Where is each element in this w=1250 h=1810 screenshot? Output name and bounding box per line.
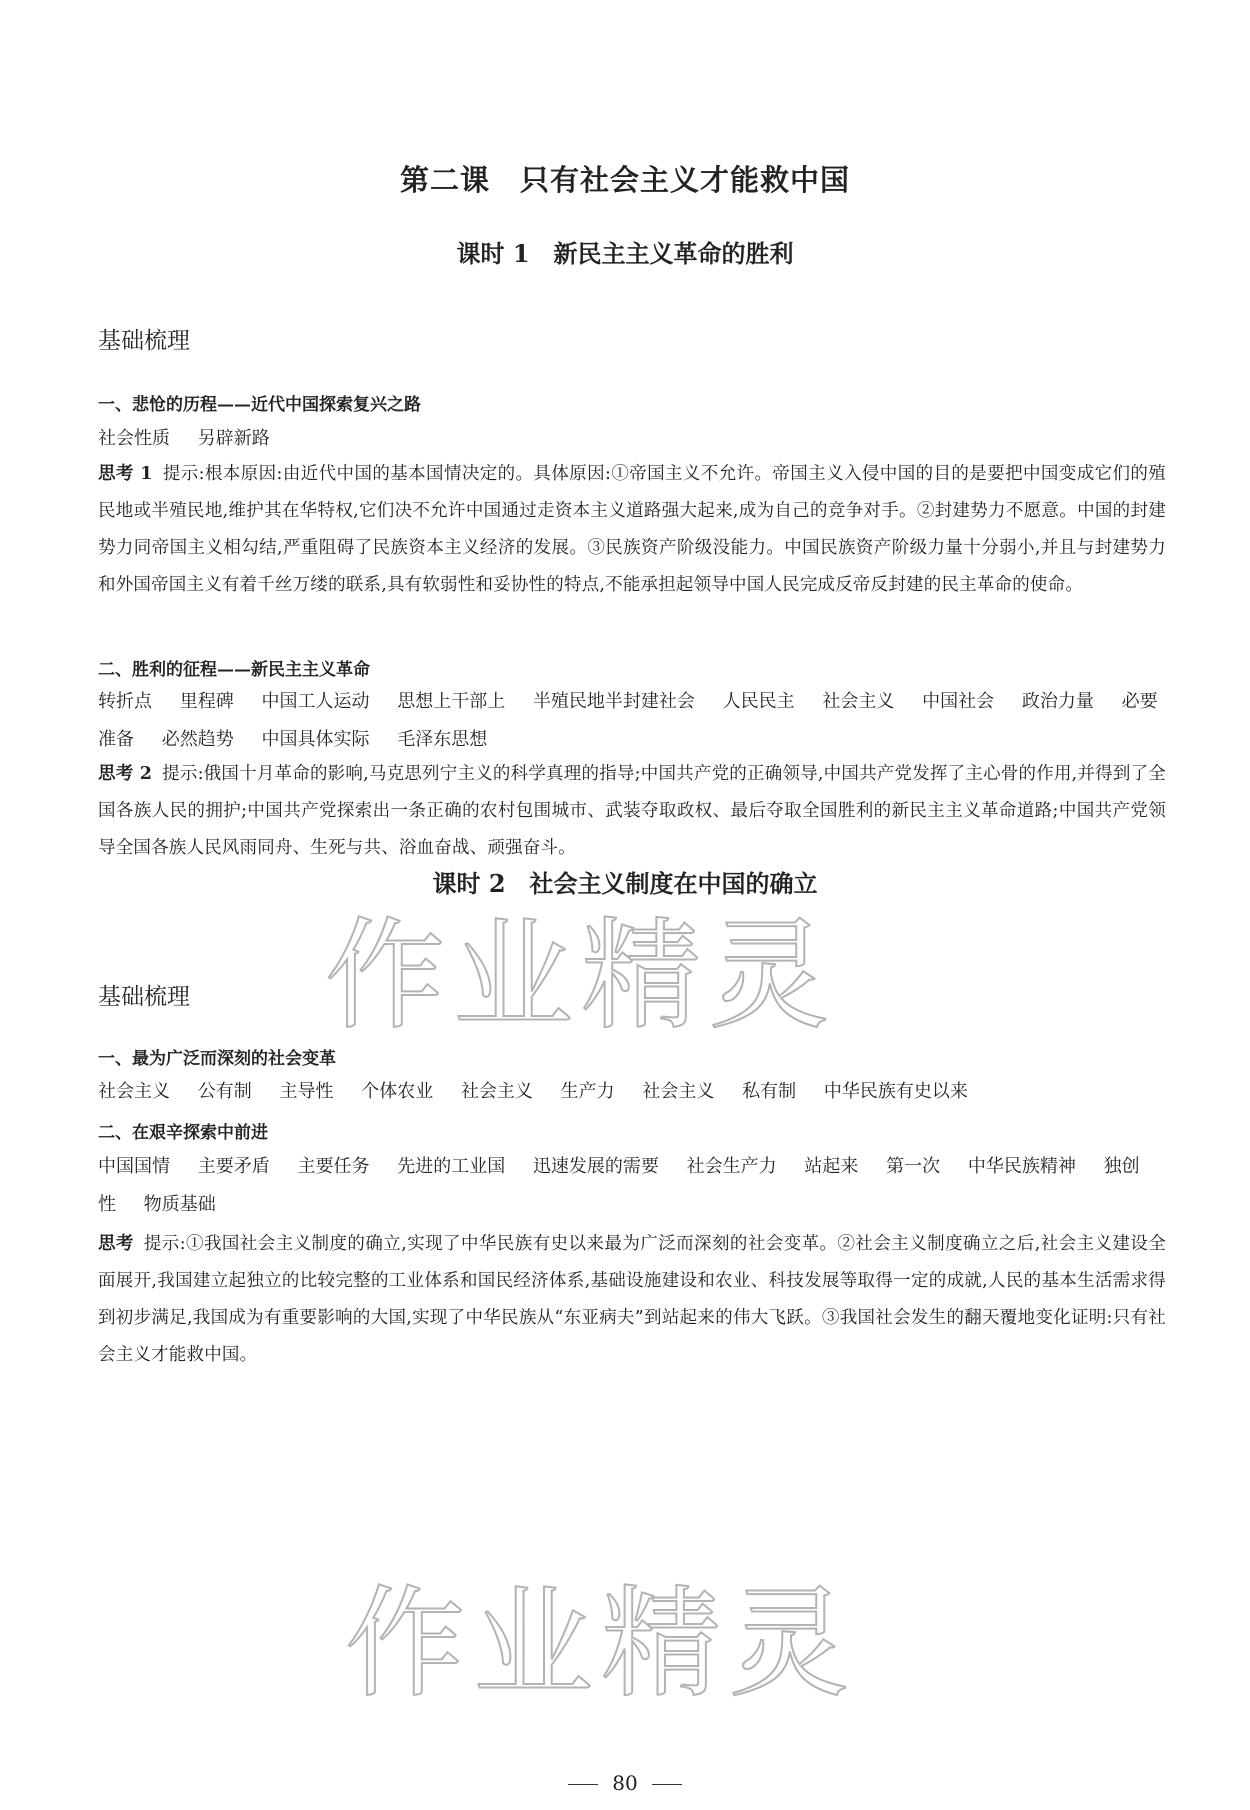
page-number-dash-right — [652, 1784, 682, 1785]
lesson2-keywords-1 — [98, 1073, 1158, 1111]
lesson2-keywords-2 — [98, 1148, 1158, 1224]
keyword: 社会主义 — [642, 1081, 715, 1102]
keyword: 物质基础 — [143, 1194, 216, 1215]
think-text: 提示:①我国社会主义制度的确立,实现了中华民族有史以来最为广泛而深刻的社会变革。②社会主义制度确立之后,社会主义建设全面展开,我国建立起独立的比较完整的工业体系和国民经济体系,基础设施建设和农业、科技发展等取得一定的成就,人民的基本生活需求得到初步满足,我国成为有重要影响的大国,实现了中华民族从“东亚病夫”到站起来的伟大飞跃。③我国社会发生的翻天覆地变化证明:只有社会主义才能救中国。 — [98, 1234, 1166, 1365]
think-text: 提示:俄国十月革命的影响,马克思列宁主义的科学真理的指导;中国共产党的正确领导,中国共产党发挥了主心骨的作用,并得到了全国各族人民的拥护;中国共产党探索出一条正确的农村包围城市、武装夺取政权、最后夺取全国胜利的新民主主义革命道路;中国共产党领导全国各族人民风雨同舟、生死与共、浴血奋战、顽强奋斗。 — [98, 764, 1166, 858]
keyword: 主要任务 — [297, 1156, 370, 1177]
think-label: 思考 — [98, 1234, 134, 1254]
lesson1-subheading-1: 一、悲怆的历程——近代中国探索复兴之路 — [98, 395, 421, 415]
page-number-footer — [0, 1771, 1250, 1795]
keyword: 中国国情 — [98, 1156, 170, 1177]
lesson2-think — [98, 1226, 1166, 1374]
keyword: 必要准备 — [98, 691, 1158, 750]
page-number-dash-left — [568, 1784, 598, 1785]
lesson1-think-1 — [98, 456, 1166, 604]
keyword: 政治力量 — [1021, 691, 1094, 712]
lesson2-section-heading: 基础梳理 — [98, 984, 190, 1010]
lesson1-keywords-1 — [98, 420, 1158, 458]
keyword: 生产力 — [560, 1081, 615, 1102]
keyword: 中国具体实际 — [261, 729, 370, 750]
think-text: 提示:根本原因:由近代中国的基本国情决定的。具体原因:①帝国主义不允许。帝国主义入侵中国的目的是要把中国变成它们的殖民地或半殖民地,维护其在华特权,它们决不允许中国通过走资本主义道路强大起来,成为自己的竞争对手。②封建势力不愿意。中国的封建势力同帝国主义相勾结,严重阻碍了民族资本主义经济的发展。③民族资产阶级没能力。中国民族资产阶级力量十分弱小,并且与封建势力和外国帝国主义有着千丝万缕的联系,具有软弱性和妥协性的特点,不能承担起领导中国人民完成反帝反封建的民主革命的使命。 — [98, 464, 1166, 595]
keyword: 转折点 — [98, 691, 152, 712]
lesson1-section-heading: 基础梳理 — [98, 328, 190, 354]
watermark-logo: 作业精灵 — [325, 907, 837, 1046]
keyword: 中国社会 — [922, 691, 995, 712]
lesson2-title: 课时 2 社会主义制度在中国的确立 — [432, 869, 818, 898]
keyword: 站起来 — [804, 1156, 859, 1177]
keyword: 第一次 — [886, 1156, 941, 1177]
keyword: 必然趋势 — [161, 729, 234, 750]
keyword: 中华民族精神 — [967, 1156, 1076, 1177]
keyword: 社会主义 — [460, 1081, 533, 1102]
keyword: 中华民族有史以来 — [823, 1081, 968, 1102]
keyword: 迅速发展的需要 — [532, 1156, 659, 1177]
keyword: 社会主义 — [822, 691, 895, 712]
think-label: 思考 2 — [98, 764, 153, 784]
keyword: 社会主义 — [98, 1081, 170, 1102]
lesson1-keywords-2 — [98, 683, 1158, 759]
keyword: 社会性质 — [98, 428, 170, 449]
keyword: 个体农业 — [361, 1081, 434, 1102]
keyword: 社会生产力 — [686, 1156, 777, 1177]
keyword: 思想上干部上 — [397, 691, 506, 712]
chapter-title: 第二课 只有社会主义才能救中国 — [399, 163, 850, 197]
keyword: 毛泽东思想 — [397, 729, 488, 750]
keyword: 公有制 — [197, 1081, 252, 1102]
keyword: 先进的工业国 — [397, 1156, 506, 1177]
lesson1-title: 课时 1 新民主主义革命的胜利 — [456, 239, 794, 268]
page-number: 80 — [612, 1771, 638, 1795]
keyword: 中国工人运动 — [261, 691, 370, 712]
watermark-logo: 作业精灵 — [345, 1575, 857, 1714]
keyword: 另辟新路 — [197, 428, 270, 449]
keyword: 独创性 — [98, 1156, 1140, 1215]
keyword: 半殖民地半封建社会 — [532, 691, 695, 712]
keyword: 人民民主 — [722, 691, 795, 712]
lesson2-subheading-2: 二、在艰辛探索中前进 — [98, 1123, 268, 1143]
lesson1-subheading-2: 二、胜利的征程——新民主主义革命 — [98, 660, 370, 680]
keyword: 里程碑 — [179, 691, 234, 712]
lesson1-think-2 — [98, 756, 1166, 867]
lesson2-subheading-1: 一、最为广泛而深刻的社会变革 — [98, 1049, 336, 1069]
think-label: 思考 1 — [98, 464, 153, 484]
keyword: 主要矛盾 — [197, 1156, 270, 1177]
keyword: 私有制 — [742, 1081, 797, 1102]
keyword: 主导性 — [279, 1081, 334, 1102]
